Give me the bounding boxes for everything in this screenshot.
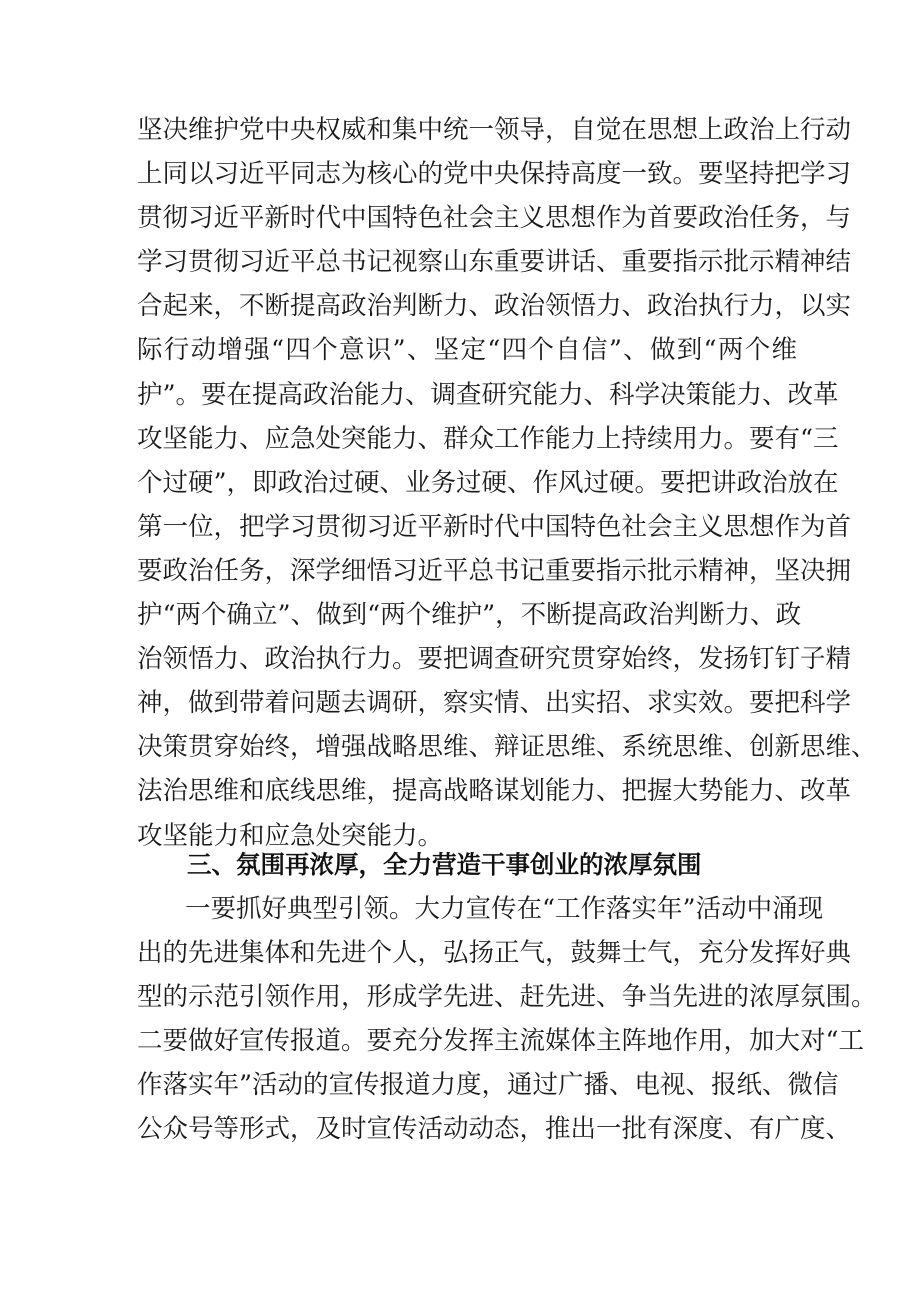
text-line: 护”。要在提高政治能力、调查研究能力、科学决策能力、改革 — [137, 379, 839, 410]
text-line: 一要抓好典型引领。大力宣传在“工作落实年”活动中涌现 — [185, 894, 824, 924]
body-paragraph — [137, 108, 877, 858]
text-line: 护“两个确立”、做到“两个维护”，不断提高政治判断力、政 — [137, 600, 802, 631]
text-line: 学习贯彻习近平总书记视察山东重要讲话、重要指示批示精神结 — [137, 247, 852, 278]
text-line: 贯彻习近平新时代中国特色社会主义思想作为首要政治任务，与 — [137, 203, 852, 234]
text-line: 治领悟力、政治执行力。要把调查研究贯穿始终，发扬钉钉子精 — [137, 644, 852, 675]
text-line: 攻坚能力、应急处突能力、群众工作能力上持续用力。要有“三 — [137, 423, 839, 454]
text-line: 际行动增强“四个意识”、坚定“四个自信”、做到“两个维 — [137, 335, 797, 366]
text-line: 公众号等形式，及时宣传活动动态，推出一批有深度、有广度、 — [137, 1114, 852, 1145]
text-line: 攻坚能力和应急处突能力。 — [137, 820, 444, 851]
text-line: 决策贯穿始终，增强战略思维、辩证思维、系统思维、创新思维、 — [137, 732, 877, 763]
text-line: 法治思维和底线思维，提高战略谋划能力、把握大势能力、改革 — [137, 776, 852, 807]
text-line: 型的示范引领作用，形成学先进、赶先进、争当先进的浓厚氛围。 — [137, 982, 877, 1013]
text-line: 第一位，把学习贯彻习近平新时代中国特色社会主义思想作为首 — [137, 511, 852, 542]
text-line: 坚决维护党中央权威和集中统一领导，自觉在思想上政治上行动 — [137, 115, 852, 145]
text-line: 要政治任务，深学细悟习近平总书记重要指示批示精神，坚决拥 — [137, 555, 852, 586]
text-line: 上同以习近平同志为核心的党中央保持高度一致。要坚持把学习 — [137, 159, 852, 190]
text-line: 二要做好宣传报道。要充分发挥主流媒体主阵地作用，加大对“工 — [137, 1026, 865, 1057]
text-line: 作落实年”活动的宣传报道力度，通过广播、电视、报纸、微信 — [137, 1070, 839, 1101]
section-paragraph — [137, 887, 877, 1152]
text-line: 出的先进集体和先进个人，弘扬正气，鼓舞士气，充分发挥好典 — [137, 938, 852, 969]
text-line: 个过硬”，即政治过硬、业务过硬、作风过硬。要把讲政治放在 — [137, 467, 839, 498]
text-line: 神，做到带着问题去调研，察实情、出实招、求实效。要把科学 — [137, 688, 852, 719]
section-heading: 三、氛围再浓厚，全力营造干事创业的浓厚氛围 — [187, 850, 702, 879]
text-line: 合起来，不断提高政治判断力、政治领悟力、政治执行力，以实 — [137, 291, 852, 322]
